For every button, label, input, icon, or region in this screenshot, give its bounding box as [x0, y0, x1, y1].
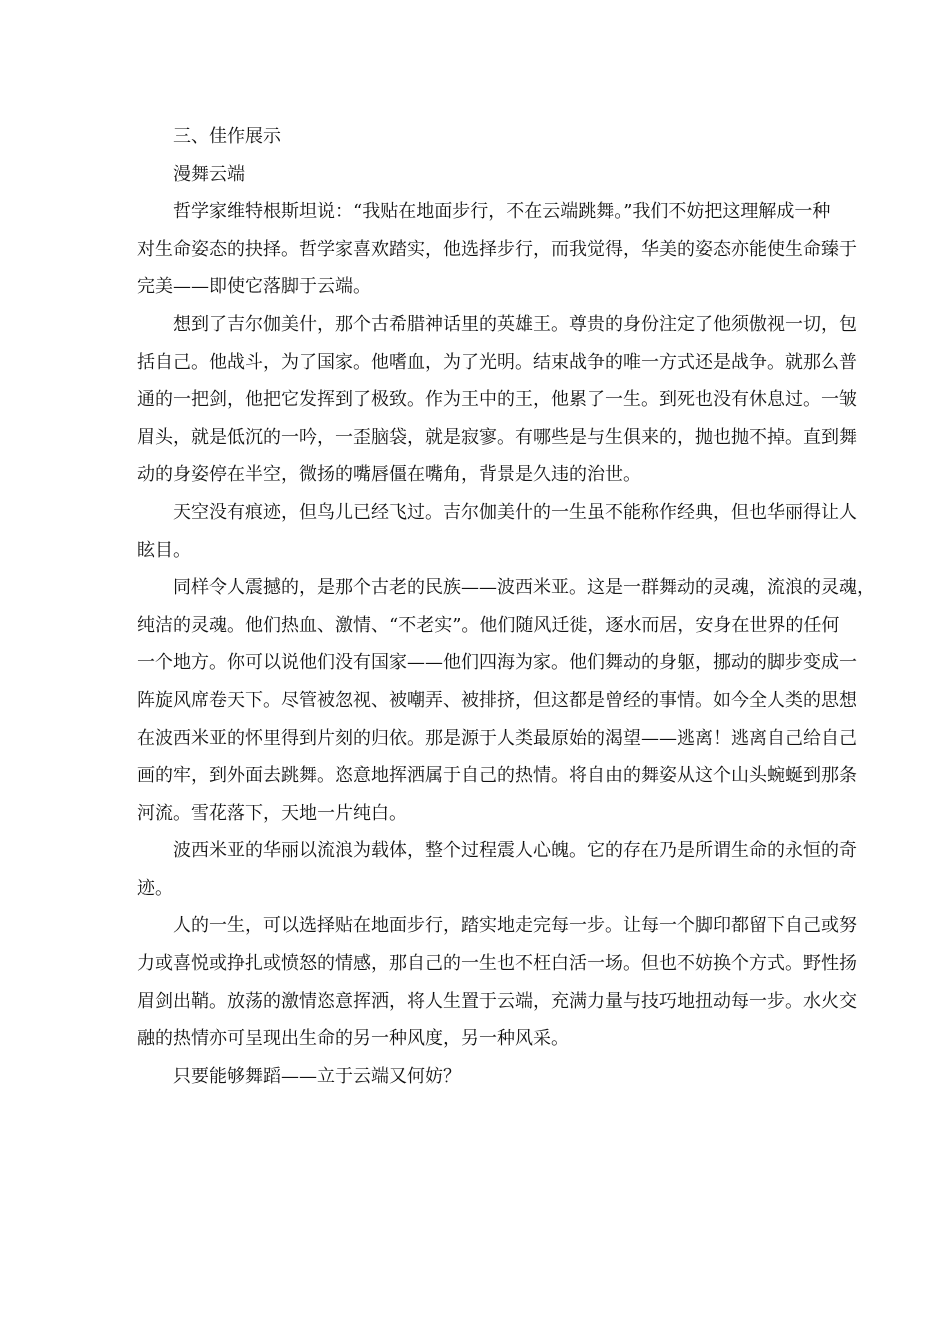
essay-body [137, 193, 875, 1095]
paragraph-line: 天空没有痕迹，但鸟儿已经飞过。吉尔伽美什的一生虽不能称作经典，但也华丽得让人 [173, 501, 857, 523]
paragraph [137, 306, 857, 494]
paragraph-line: 眩目。 [137, 539, 191, 561]
paragraph-line: 河流。雪花落下，天地一片纯白。 [137, 802, 407, 824]
paragraph-line: 阵旋风席卷天下。尽管被忽视、被嘲弄、被排挤，但这都是曾经的事情。如今全人类的思想 [137, 689, 857, 711]
paragraph-line: 哲学家维特根斯坦说：“我贴在地面步行，不在云端跳舞。”我们不妨把这理解成一种 [173, 201, 831, 223]
paragraph-line: 完美——即使它落脚于云端。 [137, 276, 371, 298]
paragraph [137, 193, 857, 306]
paragraph-line: 只要能够舞蹈——立于云端又何妨？ [173, 1065, 461, 1087]
paragraph-line: 括自己。他战斗，为了国家。他嗜血，为了光明。结束战争的唯一方式还是战争。就那么普 [137, 351, 857, 373]
paragraph-line: 迹。 [137, 877, 173, 899]
paragraph-line: 人的一生，可以选择贴在地面步行，踏实地走完每一步。让每一个脚印都留下自己或努 [173, 915, 857, 937]
paragraph [137, 907, 857, 1057]
paragraph-line: 通的一把剑，他把它发挥到了极致。作为王中的王，他累了一生。到死也没有休息过。一皱 [137, 389, 857, 411]
paragraph-line: 一个地方。你可以说他们没有国家——他们四海为家。他们舞动的身躯，挪动的脚步变成一 [137, 652, 857, 674]
paragraph-line: 眉头，就是低沉的一吟，一歪脑袋，就是寂寥。有哪些是与生俱来的，抛也抛不掉。直到舞 [137, 426, 857, 448]
paragraph-line: 纯洁的灵魂。他们热血、激情、“不老实”。他们随风迁徙，逐水而居，安身在世界的任何 [137, 614, 840, 636]
document-page [137, 118, 875, 1095]
paragraph-line: 画的牢，到外面去跳舞。恣意地挥洒属于自己的热情。将自由的舞姿从这个山头蜿蜒到那条 [137, 765, 857, 787]
paragraph-line: 对生命姿态的抉择。哲学家喜欢踏实，他选择步行，而我觉得，华美的姿态亦能使生命臻于 [137, 238, 857, 260]
paragraph-line: 力或喜悦或挣扎或愤怒的情感，那自己的一生也不枉白活一场。但也不妨换个方式。野性扬 [137, 953, 857, 975]
paragraph [137, 832, 857, 907]
paragraph-line: 在波西米亚的怀里得到片刻的归依。那是源于人类最原始的渴望——逃离！逃离自己给自己 [137, 727, 857, 749]
paragraph-line: 想到了吉尔伽美什，那个古希腊神话里的英雄王。尊贵的身份注定了他须傲视一切，包 [173, 313, 857, 335]
paragraph-line: 眉剑出鞘。放荡的激情恣意挥洒，将人生置于云端，充满力量与技巧地扭动每一步。水火交 [137, 990, 857, 1012]
paragraph [137, 1058, 817, 1096]
paragraph [137, 494, 857, 569]
paragraph-line: 动的身姿停在半空，微扬的嘴唇僵在嘴角，背景是久违的治世。 [137, 464, 641, 486]
section-heading: 三、佳作展示 [173, 126, 281, 147]
essay-title: 漫舞云端 [173, 163, 245, 185]
paragraph-line: 波西米亚的华丽以流浪为载体，整个过程震人心魄。它的存在乃是所谓生命的永恒的奇 [173, 840, 857, 862]
paragraph-line: 同样令人震撼的，是那个古老的民族——波西米亚。这是一群舞动的灵魂，流浪的灵魂， [173, 577, 875, 599]
paragraph-line: 融的热情亦可呈现出生命的另一种风度，另一种风采。 [137, 1028, 569, 1050]
paragraph [137, 569, 875, 832]
